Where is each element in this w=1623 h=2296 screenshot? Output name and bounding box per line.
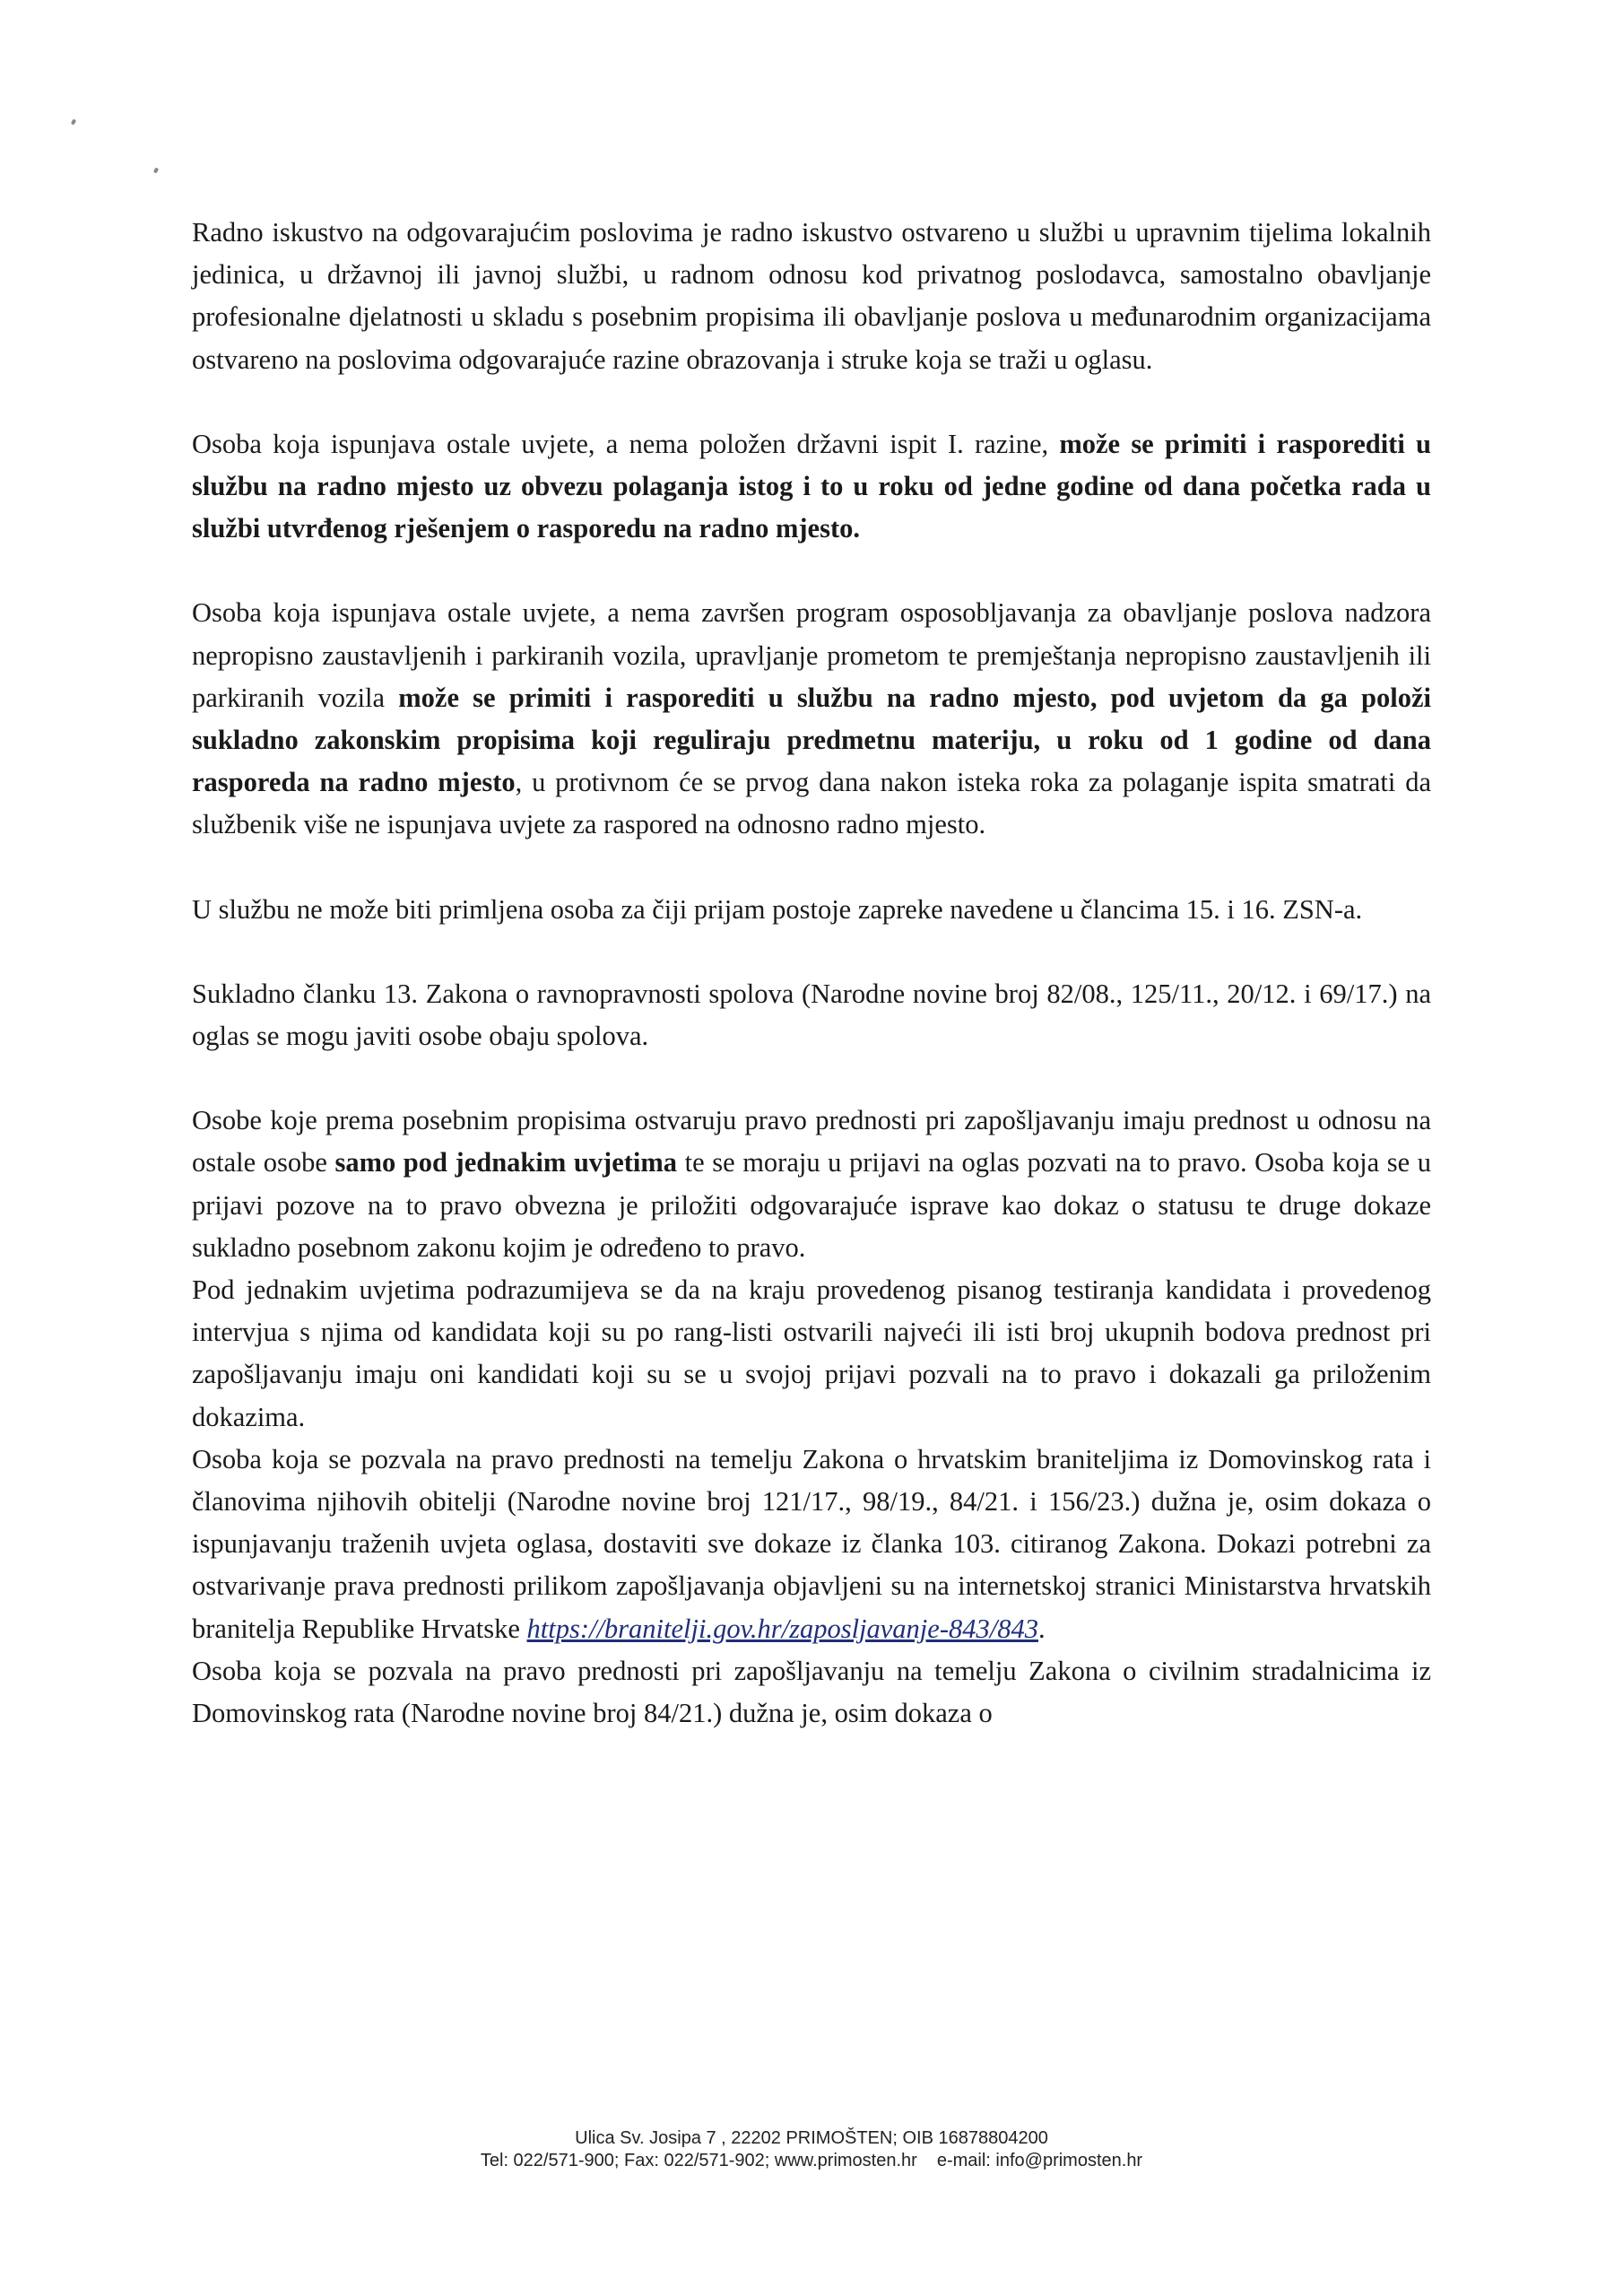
text-run: Osoba koja ispunjava ostale uvjete, a nema položen državni ispit I. razine, [192, 428, 1060, 459]
paragraph-obstacles [192, 889, 1431, 931]
text-run: Radno iskustvo na odgovarajućim poslovima je radno iskustvo ostvareno u službi u upravnim tijelima lokalnih jedinica, u državnoj ili javnoj službi, u radnom odnosu kod privatnog poslodavca, samostalno obavljanje profesionalne djelatnosti u skladu s posebnim propisima ili obavljanje poslova u međunarodnim organizacijama ostvareno na poslovima odgovarajuće razine obrazovanja i struke koja se traži u oglasu. [192, 217, 1431, 375]
paragraph-priority-rights [192, 1100, 1431, 1269]
text-run: . [1037, 1613, 1046, 1644]
footer-address: Ulica Sv. Josipa 7 , 22202 PRIMOŠTEN; OIB 16878804200 [575, 2128, 1048, 2148]
text-run: Sukladno članku 13. Zakona o ravnopravnosti spolova (Narodne novine broj 82/08., 125/11., 20/12. i 69/17.) na oglas se mogu javiti osobe obaju spolova. [192, 978, 1431, 1052]
scan-speck [153, 167, 159, 173]
text-run: Osoba koja ispunjava ostale uvjete, a nema završen program osposobljavanja za obavljanje poslova nadzora nepropisno zaustavljenih i parkiranih vozila, upravljanje prometom te premještanja nepropisno zaustavljenih ili parkiranih vozila [192, 597, 1431, 713]
paragraph-gender-equality [192, 973, 1431, 1057]
footer-email: e-mail: info@primosten.hr [936, 2151, 1143, 2170]
paragraph-civil-victims [192, 1650, 1431, 1735]
text-run: Osobe koje prema posebnim propisima ostvaruju pravo prednosti pri zapošljavanju imaju prednost u odnosu na ostale osobe [192, 1105, 1431, 1178]
bold-text-run: može se primiti i rasporediti u službu na radno mjesto uz obvezu polaganja istog i to u roku od jedne godine od dana početka rada u službi utvrđenog rješenjem o rasporedu na radno mjesto. [192, 428, 1432, 544]
document-body [192, 212, 1431, 1735]
footer-contact-line [0, 2150, 1623, 2172]
paragraph-work-experience [192, 212, 1431, 381]
paragraph-state-exam [192, 423, 1431, 551]
paragraph-equal-conditions [192, 1269, 1431, 1439]
veterans-ministry-link[interactable]: https://branitelji.gov.hr/zaposljavanje-843/843 [526, 1613, 1038, 1644]
bold-text-run: samo pod jednakim uvjetima [334, 1147, 678, 1178]
text-run: Pod jednakim uvjetima podrazumijeva se da na kraju provedenog pisanog testiranja kandidata i provedenog intervjua s njima od kandidata koji su po rang-listi ostvarili najveći ili isti broj ukupnih bodova prednost pri zapošljavanju imaju oni kandidati koji su se u svojoj prijavi pozvali na to pravo i dokazali ga priloženim dokazima. [192, 1274, 1431, 1432]
text-run: U službu ne može biti primljena osoba za čiji prijam postoje zapreke navedene u člancima 15. i 16. ZSN-a. [192, 893, 1363, 925]
text-run: , u protivnom će se prvog dana nakon isteka roka za polaganje ispita smatrati da službenik više ne ispunjava uvjete za raspored na odnosno radno mjesto. [192, 767, 1431, 840]
page-footer [0, 2127, 1623, 2172]
paragraph-training-program [192, 592, 1431, 846]
scan-speck [71, 118, 76, 125]
text-run: te se moraju u prijavi na oglas pozvati na to pravo. Osoba koja se u prijavi pozove na to pravo obvezna je priložiti odgovarajuće isprave kao dokaz o statusu te druge dokaze sukladno posebnom zakonu kojim je određeno to pravo. [192, 1147, 1431, 1263]
footer-phone-fax-web: Tel: 022/571-900; Fax: 022/571-902; www.primosten.hr [480, 2151, 917, 2170]
bold-text-run: može se primiti i rasporediti u službu na radno mjesto, pod uvjetom da ga položi sukladno zakonskim propisima koji reguliraju predmetnu materiju, u roku od 1 godine od dana rasporeda na radno mjesto [192, 682, 1431, 798]
paragraph-veterans [192, 1439, 1431, 1650]
text-run: Osoba koja se pozvala na pravo prednosti pri zapošljavanju na temelju Zakona o civilnim stradalnicima iz Domovinskog rata (Narodne novine broj 84/21.) dužna je, osim dokaza o [192, 1655, 1431, 1729]
text-run: Osoba koja se pozvala na pravo prednosti na temelju Zakona o hrvatskim braniteljima iz Domovinskog rata i članovima njihovih obitelji (Narodne novine broj 121/17., 98/19., 84/21. i 156/23.) dužna je, osim dokaza o ispunjavanju traženih uvjeta oglasa, dostaviti sve dokaze iz članka 103. citiranog Zakona. Dokazi potrebni za ostvarivanje prava prednosti prilikom zapošljavanja objavljeni su na internetskoj stranici Ministarstva hrvatskih branitelja Republike Hrvatske [192, 1443, 1431, 1644]
